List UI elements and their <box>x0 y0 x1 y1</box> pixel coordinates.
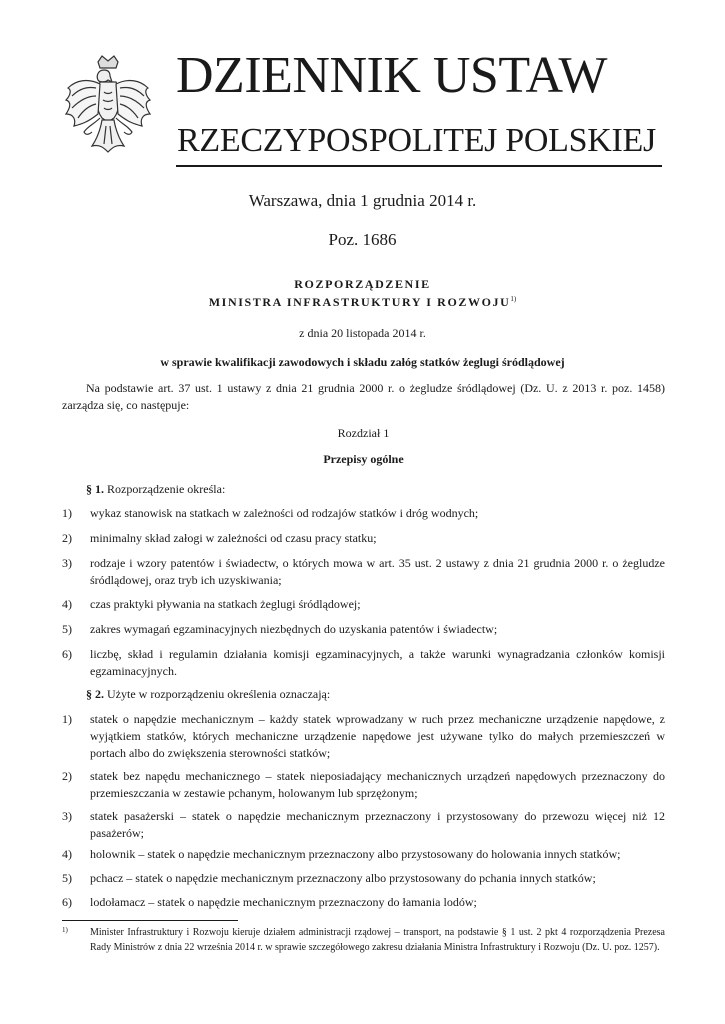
list-item-number: 2) <box>62 769 72 783</box>
chapter-title: Przepisy ogólne <box>323 452 404 466</box>
footnote <box>62 925 665 955</box>
section-1-intro <box>62 481 665 498</box>
footnote-ref[interactable]: 1) <box>510 295 517 303</box>
list-item <box>62 768 665 802</box>
list-item-text: zakres wymagań egzaminacyjnych niezbędnych do uzyskania patentów i świadectw; <box>90 622 498 636</box>
list-item <box>62 711 665 762</box>
list-item-number: 2) <box>62 531 72 545</box>
list-item-number: 6) <box>62 895 72 909</box>
list-item-text: liczbę, skład i regulamin działania komisji egzaminacyjnych, a także warunki wynagradzania członków komisji egzaminacyjnych. <box>90 647 665 678</box>
list-item-text: wykaz stanowisk na statkach w zależności od rodzajów statków i dróg wodnych; <box>90 506 479 520</box>
gazette-subtitle: RZECZYPOSPOLITEJ POLSKIEJ <box>177 122 656 159</box>
list-item-text: minimalny skład załogi w zależności od czasu pracy statku; <box>90 531 377 545</box>
section-1-intro-text: Rozporządzenie określa: <box>104 482 226 496</box>
act-subject: w sprawie kwalifikacji zawodowych i składu załóg statków żeglugi śródlądowej <box>160 355 565 369</box>
list-item <box>62 505 665 522</box>
list-item-text: czas praktyki pływania na statkach żeglugi śródlądowej; <box>90 597 361 611</box>
footnote-divider <box>62 920 238 921</box>
act-issuer <box>0 295 725 310</box>
issue-date: Warszawa, dnia 1 grudnia 2014 r. <box>248 191 477 210</box>
chapter-number: Rozdział 1 <box>337 426 390 440</box>
list-item-number: 3) <box>62 809 72 823</box>
section-2-marker: § 2. <box>86 687 104 701</box>
list-item-number: 1) <box>62 712 72 726</box>
list-item-text: statek o napędzie mechanicznym – każdy statek wprowadzany w ruch przez mechaniczne urządzenie napędowe, z wyjątkiem statków, których mechaniczne urządzenie napędowe jest używane tylko do małych przemieszczeń w portach albo do zwiększenia sterowności statków; <box>90 712 665 760</box>
list-item <box>62 846 665 863</box>
act-issuer-name: MINISTRA INFRASTRUKTURY I ROZWOJU <box>208 295 511 309</box>
list-item <box>62 555 665 589</box>
act-type: ROZPORZĄDZENIE <box>294 277 431 291</box>
polish-eagle-emblem <box>60 52 156 164</box>
preamble: Na podstawie art. 37 ust. 1 ustawy z dnia 21 grudnia 2000 r. o żegludze śródlądowej (Dz. U. z 2013 r. poz. 1458) zarządza się, co następuje: <box>62 381 665 412</box>
list-item-text: rodzaje i wzory patentów i świadectw, o których mowa w art. 35 ust. 2 ustawy z dnia 21 grudnia 2000 r. o żegludze śródlądowej, oraz tryb ich uzyskiwania; <box>90 556 665 587</box>
act-date: z dnia 20 listopada 2014 r. <box>299 326 426 340</box>
list-item-number: 3) <box>62 556 72 570</box>
list-item <box>62 530 665 547</box>
footnote-text: Minister Infrastruktury i Rozwoju kieruje działem administracji rządowej – transport, na podstawie § 1 ust. 2 pkt 4 rozporządzenia Prezesa Rady Ministrów z dnia 22 września 2014 r. w sprawie szczegółowego zakresu działania Ministra Infrastruktury i Rozwoju (Dz. U. poz. 1257). <box>90 927 665 953</box>
list-item <box>62 808 665 842</box>
section-2-intro <box>62 686 665 703</box>
section-2-intro-text: Użyte w rozporządzeniu określenia oznaczają: <box>104 687 331 701</box>
list-item-text: lodołamacz – statek o napędzie mechanicznym przeznaczony do łamania lodów; <box>90 895 477 909</box>
list-item <box>62 646 665 680</box>
list-item-text: pchacz – statek o napędzie mechanicznym przeznaczony albo przystosowany do pchania innych statków; <box>90 871 596 885</box>
gazette-title: DZIENNIK USTAW <box>176 47 607 104</box>
section-1-marker: § 1. <box>86 482 104 496</box>
header-divider <box>176 165 662 167</box>
list-item-number: 4) <box>62 847 72 861</box>
footnote-number: 1) <box>62 926 68 934</box>
list-item-number: 5) <box>62 871 72 885</box>
list-item-number: 4) <box>62 597 72 611</box>
list-item-text: holownik – statek o napędzie mechanicznym przeznaczony albo przystosowany do holowania innych statków; <box>90 847 621 861</box>
issue-position: Poz. 1686 <box>328 230 397 249</box>
list-item-number: 1) <box>62 506 72 520</box>
list-item-number: 5) <box>62 622 72 636</box>
list-item-number: 6) <box>62 647 72 661</box>
list-item <box>62 894 665 911</box>
list-item <box>62 621 665 638</box>
list-item-text: statek bez napędu mechanicznego – statek nieposiadający mechanicznych urządzeń napędowych przeznaczony do przemieszczania w zestawie pchanym, holowanym lub sprzężonym; <box>90 769 665 800</box>
list-item <box>62 870 665 887</box>
list-item-text: statek pasażerski – statek o napędzie mechanicznym przeznaczony i przystosowany do przewozu więcej niż 12 pasażerów; <box>90 809 665 840</box>
list-item <box>62 596 665 613</box>
